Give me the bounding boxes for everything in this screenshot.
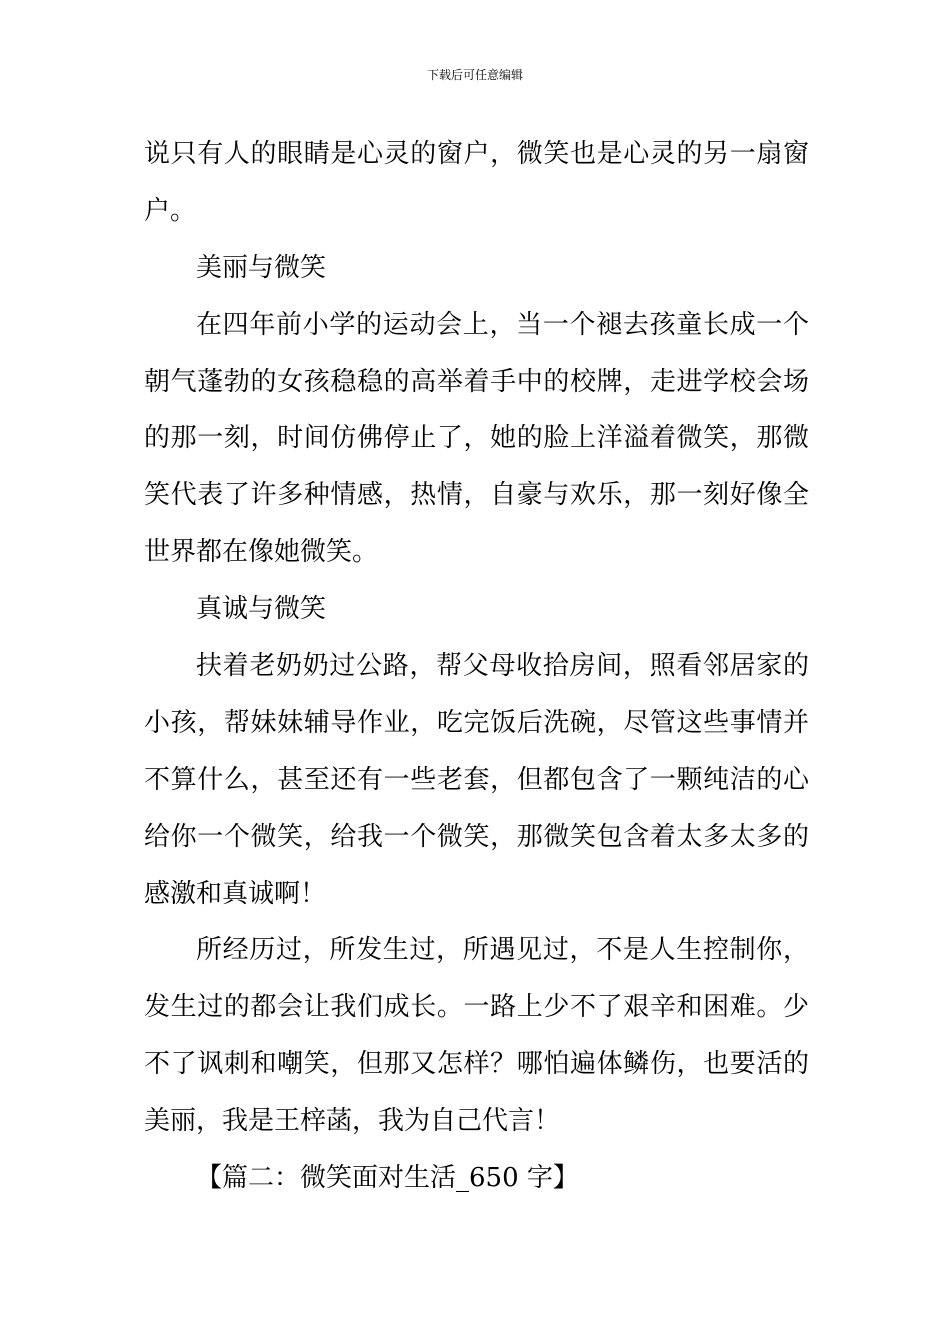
text-line: 扶着老奶奶过公路，帮父母收拾房间，照看邻居家的 [196,651,809,682]
text-line: 不算什么，甚至还有一些老套，但都包含了一颗纯洁的心 [144,764,809,795]
text-line: 感激和真诚啊！ [144,878,327,909]
text-line: 户。 [144,195,197,226]
document-body [144,126,809,1207]
text-line: 说只有人的眼睛是心灵的窗户，微笑也是心灵的另一扇窗 [144,139,809,169]
text-line: 笑代表了许多种情感，热情，自豪与欢乐，那一刻好像全 [144,480,809,511]
text-line: 美丽，我是王梓菡，我为自己代言！ [144,1106,561,1137]
text-line: 所经历过，所发生过，所遇见过，不是人生控制你， [196,935,809,966]
section-heading: 美丽与微笑 [196,252,327,283]
page-header: 下载后可任意编辑 [426,68,523,82]
text-line: 世界都在像她微笑。 [144,537,379,568]
text-line: 给你一个微笑，给我一个微笑，那微笑包含着太多太多的 [144,821,809,852]
chapter-heading: 【篇二：微笑面对生活_650 字】 [196,1163,579,1194]
text-line: 发生过的都会让我们成长。一路上少不了艰辛和困难。少 [144,992,809,1023]
text-line: 朝气蓬勃的女孩稳稳的高举着手中的校牌，走进学校会场 [144,366,809,397]
text-line: 的那一刻，时间仿佛停止了，她的脸上洋溢着微笑，那微 [144,423,809,454]
text-line: 小孩，帮妹妹辅导作业，吃完饭后洗碗，尽管这些事情并 [144,707,809,738]
text-line: 不了讽刺和嘲笑，但那又怎样？哪怕遍体鳞伤，也要活的 [144,1049,809,1080]
section-heading: 真诚与微笑 [196,594,327,625]
text-line: 在四年前小学的运动会上，当一个褪去孩童长成一个 [196,309,809,340]
